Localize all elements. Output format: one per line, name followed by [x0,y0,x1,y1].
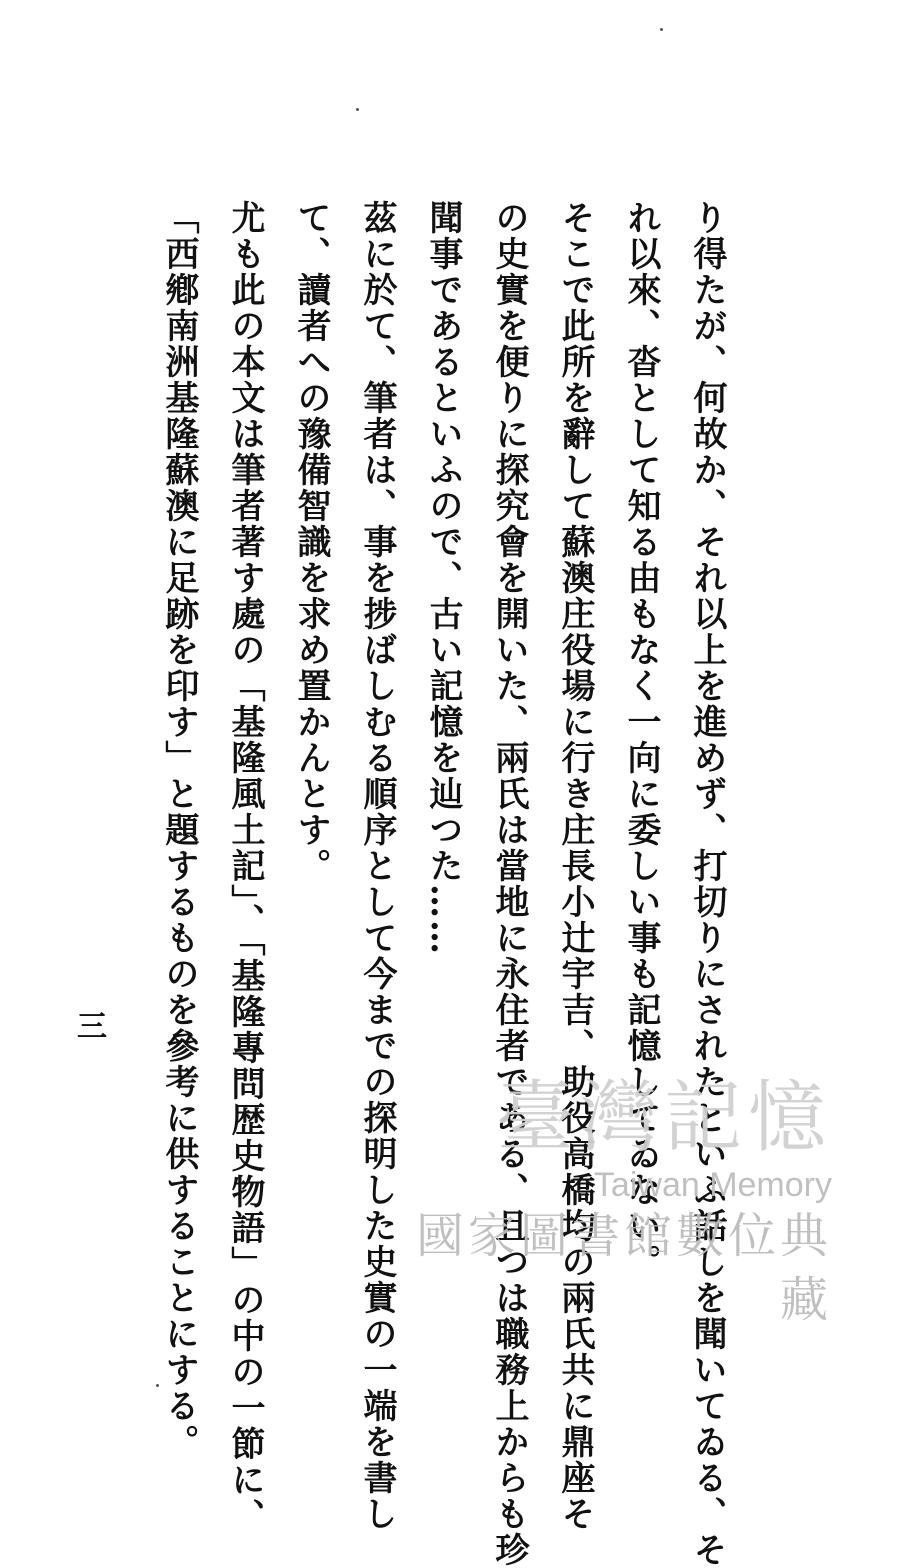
watermark-chinese: 臺灣記憶 [495,1073,832,1163]
watermark-english: Taiwan Memory [593,1166,832,1204]
scan-speck [156,1384,159,1387]
text-line: の史實を便りに探究會を開いた、兩氏は當地に永住者である、且つは職務上からも珍 [489,200,529,1568]
text-line: り得たが、何故か、それ以上を進めず、打切りにされたといふ話しを聞いてゐる、そ [687,200,727,1568]
scan-speck [356,108,359,111]
text-line: 「西鄕南洲基隆蘇澳に足跡を印す」と題するものを參考に供することにする。 [159,200,199,1460]
text-line: そこで此所を辭して蘇澳庄役場に行き庄長小辻宇吉、助役高橋均の兩氏共に鼎座そ [555,200,595,1532]
watermark [372,1070,832,1328]
text-line: て、讀者への豫備智識を求め置かんとす。 [291,200,331,884]
watermark-library: 國家圖書館數位典藏 [415,1208,832,1328]
text-line: れ以來、沓として知る由もなく一向に委しい事も記憶してゐない。 [621,200,661,1280]
text-line: 聞事であるといふので、古い記憶を辿つた…… [423,200,463,956]
page-number: 三 [71,1010,106,1040]
text-line: 尤も此の本文は筆者著す處の「基隆風土記」、「基隆專問歴史物語」の中の一節に、 [225,200,265,1534]
scan-speck [660,28,663,31]
text-line: 茲に於て、筆者は、事を捗ばしむる順序として今までの探明した史實の一端を書し [357,200,397,1532]
